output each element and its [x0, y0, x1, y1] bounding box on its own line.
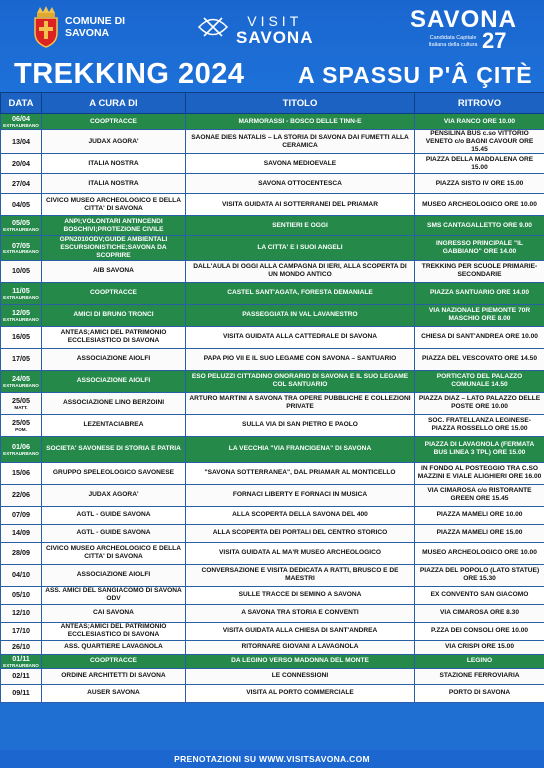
row-meeting-point: VIA CIMAROSA c/o RISTORANTE GREEN ORE 15.45: [415, 484, 544, 506]
row-meeting-point: PIAZZA MAMELI ORE 15.00: [415, 524, 544, 542]
col-titolo: TITOLO: [186, 93, 415, 114]
table-row: [1, 304, 544, 326]
row-date: [1, 348, 42, 370]
table-row: [1, 436, 544, 462]
row-meeting-point: STAZIONE FERROVIARIA: [415, 668, 544, 684]
row-date: [1, 564, 42, 586]
savona27-word: SAVONA: [410, 6, 517, 33]
row-meeting-point: PENSILINA BUS c.so VITTORIO VENETO c/o BAGNI CAVOUR ORE 15.45: [415, 130, 544, 154]
row-date-note: EXTRAURBANO: [3, 122, 39, 128]
row-date: [1, 326, 42, 348]
row-date-text: 22/06: [12, 490, 30, 500]
savona27-logo: [410, 6, 517, 53]
row-date-text: 20/04: [12, 158, 30, 168]
row-title: SAONAE DIES NATALIS – LA STORIA DI SAVONA DAI FUMETTI ALLA CERAMICA: [186, 130, 415, 154]
row-organizer: ANTEAS;AMICI DEL PATRIMONIO ECCLESIASTICO DI SAVONA: [42, 622, 186, 640]
table-row: [1, 260, 544, 282]
row-organizer: ASSOCIAZIONE LINO BERZOINI: [42, 392, 186, 414]
row-organizer: CIVICO MUSEO ARCHEOLOGICO E DELLA CITTA' DI SAVONA: [42, 542, 186, 564]
row-title: CONVERSAZIONE E VISITA DEDICATA A RATTI, BRUSCO E DE MAESTRI: [186, 564, 415, 586]
row-title: FORNACI LIBERTY E FORNACI IN MUSICA: [186, 484, 415, 506]
row-meeting-point: PIAZZA DELLA MADDALENA ORE 15.00: [415, 154, 544, 174]
row-organizer: ASSOCIAZIONE AIOLFI: [42, 564, 186, 586]
row-meeting-point: VIA NAZIONALE PIEMONTE 70R MASCHIO ORE 8.00: [415, 304, 544, 326]
table-row: [1, 194, 544, 216]
savona27-num: 27: [482, 28, 507, 53]
row-meeting-point: LEGINO: [415, 654, 544, 668]
table-row: [1, 640, 544, 654]
comune-line2: SAVONA: [65, 27, 110, 39]
row-organizer: COOPTRACCE: [42, 654, 186, 668]
table-row: [1, 114, 544, 130]
row-title: ESO PELUZZI CITTADINO ONORARIO DI SAVONA E IL SUO LEGAME COL SANTUARIO: [186, 370, 415, 392]
row-organizer: ASSOCIAZIONE AIOLFI: [42, 348, 186, 370]
row-organizer: ITALIA NOSTRA: [42, 174, 186, 194]
header: [0, 0, 544, 92]
row-meeting-point: PIAZZA SISTO IV ORE 15.00: [415, 174, 544, 194]
row-meeting-point: VIA RANCO ORE 10.00: [415, 114, 544, 130]
col-ritrovo: RITROVO: [415, 93, 544, 114]
row-date-note: EXTRAURBANO: [3, 249, 39, 255]
row-meeting-point: PIAZZA SANTUARIO ORE 14.00: [415, 282, 544, 304]
row-meeting-point: PIAZZA MAMELI ORE 10.00: [415, 506, 544, 524]
row-organizer: AGTL - GUIDE SAVONA: [42, 506, 186, 524]
row-meeting-point: MUSEO ARCHEOLOGICO ORE 10.00: [415, 194, 544, 216]
table-row: [1, 564, 544, 586]
row-title: VISITA GUIDATA AI SOTTERRANEI DEL PRIAMAR: [186, 194, 415, 216]
row-date-text: 04/05: [12, 199, 30, 209]
row-meeting-point: VIA CRISPI ORE 15.00: [415, 640, 544, 654]
row-organizer: GRUPPO SPELEOLOGICO SAVONESE: [42, 462, 186, 484]
row-organizer: COOPTRACCE: [42, 114, 186, 130]
table-row: [1, 282, 544, 304]
page-title: TREKKING 2024: [14, 58, 245, 90]
table-row: [1, 622, 544, 640]
table-row: [1, 524, 544, 542]
table-row: [1, 668, 544, 684]
row-title: SENTIERI E OGGI: [186, 216, 415, 236]
row-date-text: 16/05: [12, 332, 30, 342]
row-date: [1, 436, 42, 462]
row-date: [1, 524, 42, 542]
row-date-text: 06/04: [12, 114, 30, 124]
row-organizer: CIVICO MUSEO ARCHEOLOGICO E DELLA CITTA' DI SAVONA: [42, 194, 186, 216]
row-date-text: 26/10: [12, 642, 30, 652]
row-date-text: 14/09: [12, 528, 30, 538]
row-title: LA CITTA' E I SUOI ANGELI: [186, 236, 415, 260]
row-title: MARMORASSI - BOSCO DELLE TINN-E: [186, 114, 415, 130]
program-table: [0, 92, 544, 703]
table-row: [1, 392, 544, 414]
footer-booking[interactable]: PRENOTAZIONI SU WWW.VISITSAVONA.COM: [0, 750, 544, 768]
row-date: [1, 462, 42, 484]
row-title: PASSEGGIATA IN VAL LAVANESTRO: [186, 304, 415, 326]
row-title: SULLA VIA DI SAN PIETRO E PAOLO: [186, 414, 415, 436]
row-date: [1, 684, 42, 702]
row-organizer: AIB SAVONA: [42, 260, 186, 282]
table-row: [1, 414, 544, 436]
row-date-text: 09/11: [12, 688, 30, 698]
row-organizer: ITALIA NOSTRA: [42, 154, 186, 174]
table-row: [1, 462, 544, 484]
row-date: [1, 130, 42, 154]
row-organizer: ASSOCIAZIONE AIOLFI: [42, 370, 186, 392]
row-organizer: SOCIETA' SAVONESE DI STORIA E PATRIA: [42, 436, 186, 462]
row-title: VISITA GUIDATA AL MA'R MUSEO ARCHEOLOGICO: [186, 542, 415, 564]
row-organizer: ORDINE ARCHITETTI DI SAVONA: [42, 668, 186, 684]
row-meeting-point: PIAZZA DEL VESCOVATO ORE 14.50: [415, 348, 544, 370]
row-organizer: ANPI;VOLONTARI ANTINCENDI BOSCHIVI;PROTEZIONE CIVILE: [42, 216, 186, 236]
row-organizer: ASS. QUARTIERE LAVAGNOLA: [42, 640, 186, 654]
row-date: [1, 174, 42, 194]
row-date-text: 01/06: [12, 441, 30, 451]
visit-line1: VISIT: [247, 12, 303, 29]
row-date: [1, 484, 42, 506]
row-date-text: 12/05: [12, 307, 30, 317]
visit-savona-logo[interactable]: [196, 10, 313, 49]
row-title: VISITA GUIDATA ALLA CHIESA DI SANT'ANDREA: [186, 622, 415, 640]
row-date-text: 17/05: [12, 354, 30, 364]
row-meeting-point: SMS CANTAGALLETTO ORE 9.00: [415, 216, 544, 236]
row-date-text: 01/11: [12, 654, 30, 663]
row-date-text: 17/10: [12, 626, 30, 636]
row-date: [1, 506, 42, 524]
row-date-note: EXTRAURBANO: [3, 294, 39, 300]
page-subtitle: A SPASSU P'Â ÇITÈ: [298, 62, 533, 88]
row-date-text: 10/05: [12, 266, 30, 276]
table-row: [1, 586, 544, 604]
table-row: [1, 604, 544, 622]
table-row: [1, 130, 544, 154]
table-row: [1, 216, 544, 236]
row-date-note: POM.: [15, 426, 27, 432]
row-date: [1, 392, 42, 414]
savona27-sub: Candidata Capitale Italiana della cultura: [428, 35, 478, 48]
row-organizer: AGTL - GUIDE SAVONA: [42, 524, 186, 542]
row-date-text: 05/10: [12, 590, 30, 600]
row-date: [1, 414, 42, 436]
row-meeting-point: PIAZZA DEL POPOLO (LATO STATUE) ORE 15.30: [415, 564, 544, 586]
row-date-note: EXTRAURBANO: [3, 450, 39, 456]
row-date: [1, 542, 42, 564]
row-meeting-point: PORTO DI SAVONA: [415, 684, 544, 702]
row-date-text: 13/04: [12, 136, 30, 146]
row-date-text: 27/04: [12, 178, 30, 188]
visit-emblem-icon: [196, 10, 230, 49]
row-date: [1, 668, 42, 684]
row-organizer: JUDAX AGORA': [42, 484, 186, 506]
row-title: LE CONNESSIONI: [186, 668, 415, 684]
row-date: [1, 216, 42, 236]
row-meeting-point: PIAZZA DIAZ – LATO PALAZZO DELLE POSTE ORE 10.00: [415, 392, 544, 414]
row-meeting-point: PIAZZA DI LAVAGNOLA (FERMATA BUS LINEA 3 TPL) ORE 15.00: [415, 436, 544, 462]
row-title: ALLA SCOPERTA DELLA SAVONA DEL 400: [186, 506, 415, 524]
row-date-note: MATT.: [14, 404, 28, 410]
table-row: [1, 370, 544, 392]
row-title: VISITA GUIDATA ALLA CATTEDRALE DI SAVONA: [186, 326, 415, 348]
row-date-text: 12/10: [12, 608, 30, 618]
table-row: [1, 236, 544, 260]
row-meeting-point: CHIESA DI SANT'ANDREA ORE 10.00: [415, 326, 544, 348]
row-date: [1, 586, 42, 604]
row-title: LA VECCHIA "VIA FRANCIGENA" DI SAVONA: [186, 436, 415, 462]
row-date-text: 02/11: [12, 671, 30, 681]
row-meeting-point: INGRESSO PRINCIPALE "IL GABBIANO" ORE 14.00: [415, 236, 544, 260]
row-title: ALLA SCOPERTA DEI PORTALI DEL CENTRO STORICO: [186, 524, 415, 542]
row-title: SULLE TRACCE DI SEMINO A SAVONA: [186, 586, 415, 604]
row-date: [1, 114, 42, 130]
row-meeting-point: TREKKING PER SCUOLE PRIMARIE-SECONDARIE: [415, 260, 544, 282]
table-row: [1, 348, 544, 370]
row-title: DA LEGINO VERSO MADONNA DEL MONTE: [186, 654, 415, 668]
row-meeting-point: P.ZZA DEI CONSOLI ORE 10.00: [415, 622, 544, 640]
crest-icon: [31, 5, 61, 49]
row-date: [1, 370, 42, 392]
table-row: [1, 154, 544, 174]
row-organizer: ASS. AMICI DEL SANGIACOMO DI SAVONA ODV: [42, 586, 186, 604]
row-date: [1, 194, 42, 216]
row-title: PAPA PIO VII E IL SUO LEGAME CON SAVONA – SANTUARIO: [186, 348, 415, 370]
row-organizer: LEZENTACIABREA: [42, 414, 186, 436]
row-date-text: 07/09: [12, 510, 30, 520]
row-organizer: ANTEAS;AMICI DEL PATRIMONIO ECCLESIASTICO DI SAVONA: [42, 326, 186, 348]
comune-logo[interactable]: [31, 5, 125, 49]
table-row: [1, 174, 544, 194]
comune-line1: COMUNE DI: [65, 15, 126, 27]
row-organizer: AMICI DI BRUNO TRONCI: [42, 304, 186, 326]
row-date: [1, 260, 42, 282]
row-date-note: EXTRAURBANO: [3, 382, 39, 388]
row-date: [1, 654, 42, 668]
row-date: [1, 304, 42, 326]
table-row: [1, 484, 544, 506]
row-organizer: AUSER SAVONA: [42, 684, 186, 702]
row-meeting-point: VIA CIMAROSA ORE 8.30: [415, 604, 544, 622]
row-title: RITORNARE GIOVANI A LAVAGNOLA: [186, 640, 415, 654]
row-organizer: GPN2010ODV;GUIDE AMBIENTALI ESCURSIONISTICHE;SAVONA DA SCOPRIRE: [42, 236, 186, 260]
row-date-note: EXTRAURBANO: [3, 227, 39, 233]
table-header-row: [1, 93, 544, 114]
row-date: [1, 604, 42, 622]
col-data: DATA: [1, 93, 42, 114]
row-date: [1, 640, 42, 654]
row-date-text: 04/10: [12, 570, 30, 580]
row-meeting-point: EX CONVENTO SAN GIACOMO: [415, 586, 544, 604]
row-meeting-point: MUSEO ARCHEOLOGICO ORE 10.00: [415, 542, 544, 564]
row-title: DALL'AULA DI OGGI ALLA CAMPAGNA DI IERI, ALLA SCOPERTA DI UN MONDO ANTICO: [186, 260, 415, 282]
row-date: [1, 154, 42, 174]
row-title: SAVONA MEDIOEVALE: [186, 154, 415, 174]
row-title: CASTEL SANT'AGATA, FORESTA DEMANIALE: [186, 282, 415, 304]
row-date-text: 15/06: [12, 468, 30, 478]
row-date-note: EXTRAURBANO: [3, 662, 39, 668]
table-row: [1, 542, 544, 564]
row-date-text: 24/05: [12, 373, 30, 383]
table-row: [1, 506, 544, 524]
row-meeting-point: PORTICATO DEL PALAZZO COMUNALE 14.50: [415, 370, 544, 392]
row-date: [1, 622, 42, 640]
col-a-cura-di: A CURA DI: [42, 93, 186, 114]
row-organizer: JUDAX AGORA': [42, 130, 186, 154]
table-row: [1, 684, 544, 702]
row-date-text: 07/05: [12, 240, 30, 250]
row-title: A SAVONA TRA STORIA E CONVENTI: [186, 604, 415, 622]
row-date-text: 05/05: [12, 218, 30, 228]
table-row: [1, 654, 544, 668]
row-date-text: 11/05: [12, 285, 30, 295]
row-title: ARTURO MARTINI A SAVONA TRA OPERE PUBBLICHE E COLLEZIONI PRIVATE: [186, 392, 415, 414]
visit-line2: SAVONA: [236, 27, 314, 47]
row-date-note: EXTRAURBANO: [3, 316, 39, 322]
row-title: VISITA AL PORTO COMMERCIALE: [186, 684, 415, 702]
row-title: SAVONA OTTOCENTESCA: [186, 174, 415, 194]
row-date: [1, 236, 42, 260]
row-date: [1, 282, 42, 304]
row-title: "SAVONA SOTTERRANEA", DAL PRIAMAR AL MONTICELLO: [186, 462, 415, 484]
row-organizer: COOPTRACCE: [42, 282, 186, 304]
row-meeting-point: SOC. FRATELLANZA LEGINESE-PIAZZA ROSSELLO ORE 15.00: [415, 414, 544, 436]
row-organizer: CAI SAVONA: [42, 604, 186, 622]
row-date-text: 28/09: [12, 548, 30, 558]
row-date-text: 25/05: [12, 395, 30, 405]
row-meeting-point: IN FONDO AL POSTEGGIO TRA C.SO MAZZINI E VIALE ALIGHIERI ORE 16.00: [415, 462, 544, 484]
table-row: [1, 326, 544, 348]
row-date-text: 25/05: [12, 417, 30, 427]
